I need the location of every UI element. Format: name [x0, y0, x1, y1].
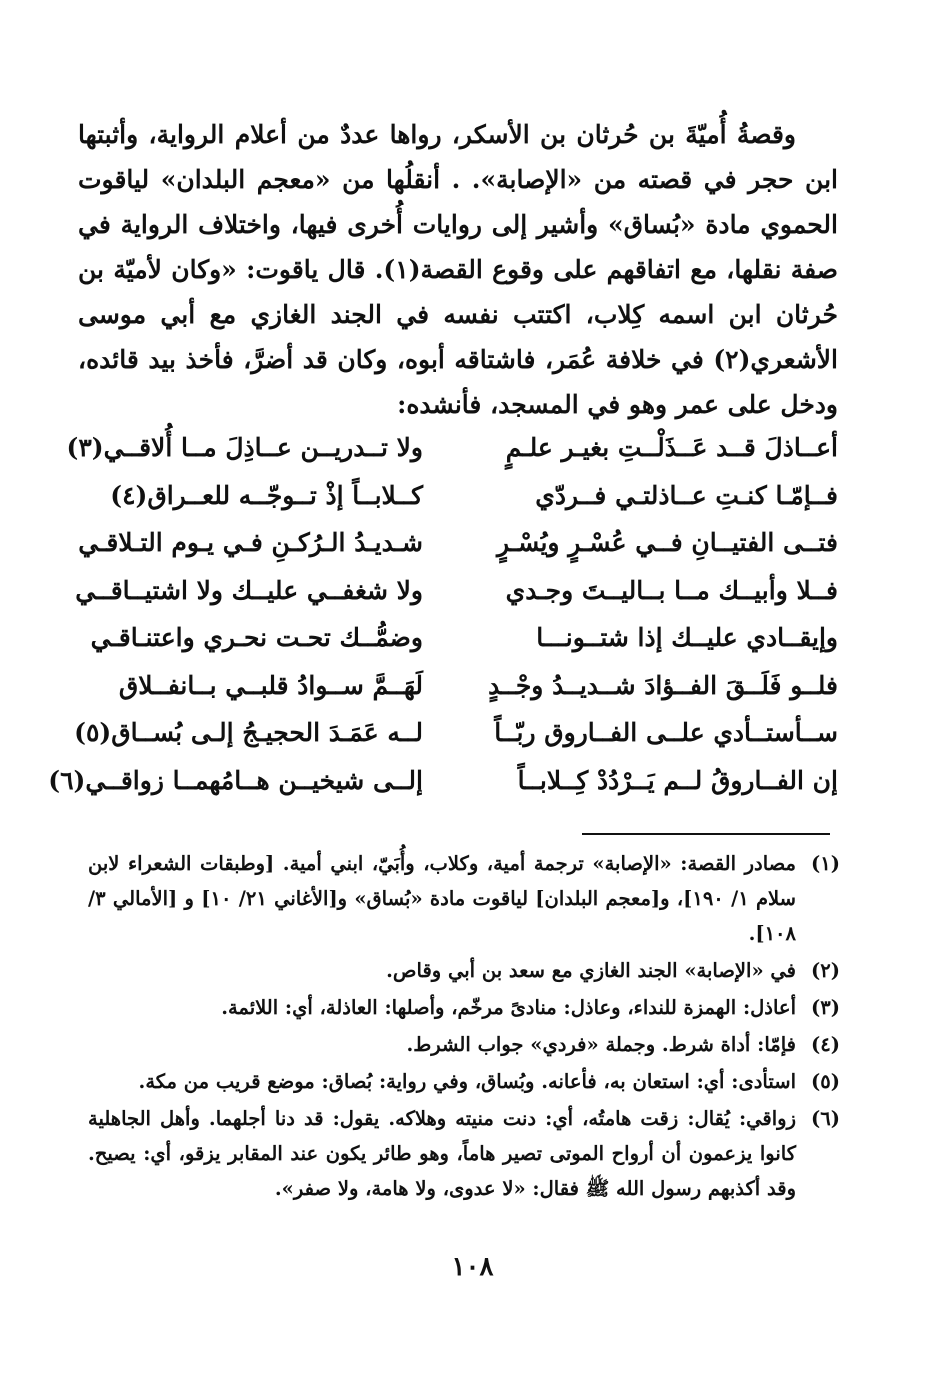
footnote-number: (٦) — [811, 1107, 840, 1130]
poem-verse — [48, 757, 838, 805]
poem-verse — [78, 662, 838, 710]
verse-first-hemistich: أعــاذلَ قــد عَــذَلْــتِ بغيـر علـمٍ — [505, 433, 838, 462]
footnote-number: (٣) — [811, 996, 840, 1019]
poem-verse — [78, 472, 838, 520]
footnote — [88, 953, 840, 988]
footnote-text: فإمّا: أداة شرط. وجملة «فردي» جواب الشرط. — [406, 1033, 796, 1056]
verse-second-hemistich: شـديـدُ الـرُكـنِ فـي يـوم التـلاقـي — [78, 528, 423, 557]
footnote-text: في «الإصابة» الجند الغازي مع سعد بن أبي وقاص. — [386, 959, 796, 982]
intro-paragraph: وقصةُ أُميّةَ بن حُرثان بن الأسكر، رواها عددٌ من أعلام الرواية، وأثبتها ابن حجر في قصته من «الإصابة». . أنقلُها من «معجم البلدان» لياقوت الحموي مادة «بُساق» وأشير إلى روايات أُخرى فيها، واختلاف الرواية في صفة نقلها، مع اتفاقهم على وقوع القصة(١). قال ياقوت: «وكان لأميّة بن حُرثان ابن اسمه كِلاب، اكتتب نفسه في الجند الغازي مع أبي موسى الأشعري(٢) في خلافة عُمَر، فاشتاقه أبوه، وكان قد أضرَّ، فأخذ بيد قائده، ودخل على عمر وهو في المسجد، فأنشده: — [78, 120, 839, 419]
poem-verse — [78, 519, 838, 567]
poem-verse — [78, 614, 838, 662]
poem-verse — [66, 424, 838, 472]
verse-second-hemistich: إلــى شيخيــن هــامُهمــا زواقــي(٦) — [48, 765, 423, 795]
footnote-text: مصادر القصة: «الإصابة» ترجمة أمية، وكلاب، وأُبَيّ، ابني أمية. [وطبقات الشعراء لابن سلام ١/ ١٩٠]، و[معجم البلدان] لياقوت مادة «بُساق» و[الأغاني ٢١/ ١٠] و [الأمالي ٣/ ١٠٨]. — [88, 852, 797, 945]
verse-second-hemistich: لَهَــمَّ ســوادُ قلبــي بــانفــلاق — [118, 670, 423, 700]
footnote-number: (١) — [811, 852, 840, 875]
footnote — [88, 1027, 840, 1062]
verse-first-hemistich: فلــو فَلَــقَ الفــؤادَ شــديــدُ وجْــدٍ — [488, 670, 838, 700]
footnote — [88, 1101, 840, 1206]
verse-second-hemistich: كــلابــاً إذْ تــوجّــه للعــراق(٤) — [110, 480, 423, 510]
verse-first-hemistich: وإيقــادي عليــك إذا شتــونـــا — [536, 623, 838, 652]
poem-verse — [74, 709, 838, 757]
verse-first-hemistich: إن الفــاروقُ لــم يَــرْدُدْ كِــلابــاً — [517, 765, 838, 795]
footnote-text: أعاذل: الهمزة للنداء، وعاذل: منادىً مرخّم، وأصلها: العاذلة، أي: اللائمة. — [221, 996, 796, 1019]
verse-first-hemistich: فتــى الفتيــانِ فــي عُسْـرٍ ويُسْـرٍ — [497, 528, 838, 557]
footnotes — [88, 846, 840, 1208]
verse-first-hemistich: فــلا وأبيــك مــا بــاليــتَ وجـدي — [505, 575, 838, 605]
footnote-separator — [582, 833, 830, 835]
verse-first-hemistich: ســأستــأدي علــى الفــاروق ربّــاً — [494, 718, 838, 747]
verse-second-hemistich: لــه عَمَـدَ الحجيـجُ إلـى بُســاق(٥) — [74, 718, 423, 747]
verse-first-hemistich: فــإمّـا كنـتِ عــاذلتـي فــردّي — [535, 480, 838, 510]
footnote-text: زواقي: يُقال: زقت هامتُه، أي: دنت منيته وهلاكه. يقول: قد دنا أجلهما. وأهل الجاهلية كانوا يزعمون أن أرواح الموتى تصير هاماً، وهو طائر يكون عند المقابر يزقو، أي: يصيح. وقد أكذبهم رسول الله ﷺ فقال: «لا عدوى، ولا هامة، ولا صفر». — [88, 1107, 796, 1200]
main-text — [78, 112, 838, 427]
footnote — [88, 990, 840, 1025]
footnote — [88, 1064, 840, 1099]
footnote-text: استأدى: أي: استعان به، فأعانه. وبُساق، وفي رواية: بُصاق: موضع قريب من مكة. — [138, 1070, 796, 1093]
page-number: ١٠٨ — [451, 1252, 494, 1282]
footnote-number: (٤) — [811, 1033, 840, 1056]
verse-second-hemistich: ولا شغفــي عليــك ولا اشتيــاقــي — [75, 575, 423, 605]
verse-second-hemistich: ولا تــدريــن عــاذِلَ مــا أُلاقــي(٣) — [66, 433, 423, 462]
verse-second-hemistich: وضمُّــك تحـت نحـري واعتنـاقـي — [90, 623, 423, 652]
footnote-number: (٥) — [811, 1070, 840, 1093]
poem-verse — [75, 567, 838, 615]
poem — [48, 424, 838, 804]
footnote-number: (٢) — [811, 959, 840, 982]
footnote — [88, 846, 840, 951]
